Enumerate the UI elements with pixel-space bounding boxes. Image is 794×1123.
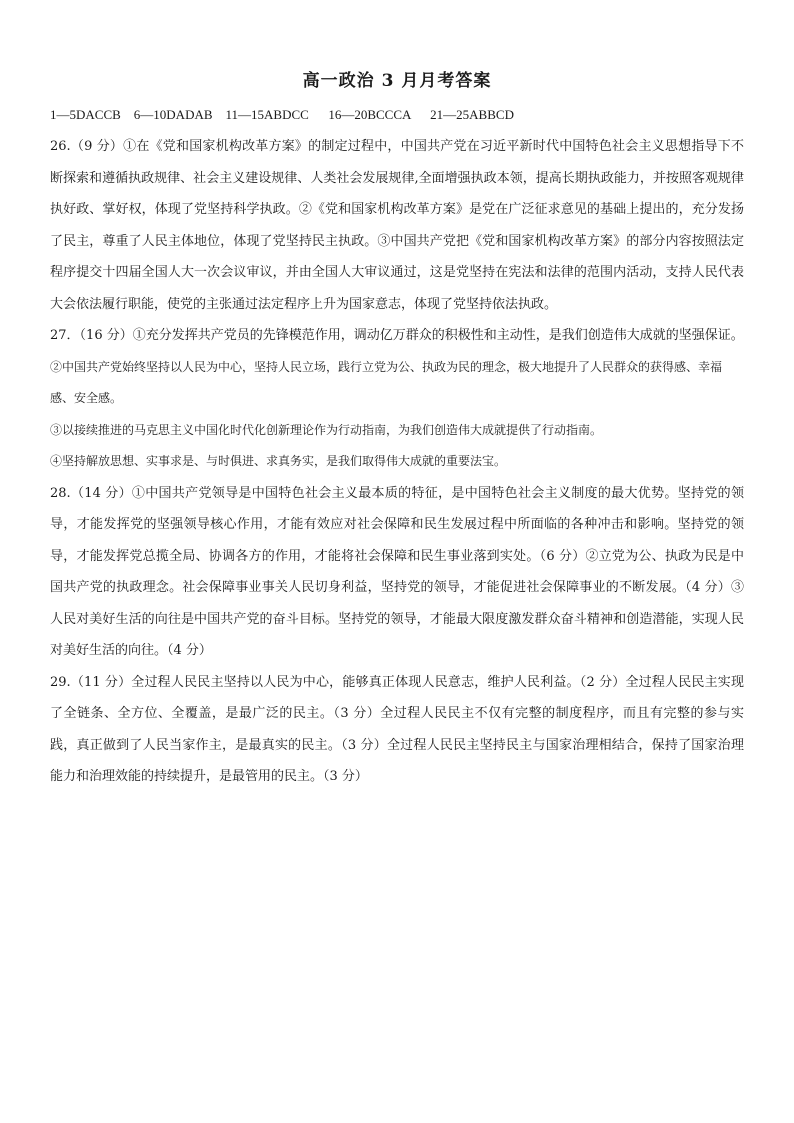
answer-q27-point2: ②中国共产党始终坚持以人民为中心，坚持人民立场，践行立党为公、执政为民的理念，极大地提升了人民群众的获得感、幸福感、安全感。 (50, 359, 723, 405)
answer-q27-point4: ④坚持解放思想、实事求是、与时俱进、求真务实，是我们取得伟大成就的重要法宝。 (50, 454, 507, 468)
answer-q29: 29.（11 分）全过程人民民主坚持以人民为中心，能够真正体现人民意志，维护人民利益。（2 分）全过程人民民主实现了全链条、全方位、全覆盖，是最广泛的民主。（3 分）全过程人民民主不仅有完整的制度程序，而且有完整的参与实践，真正做到了人民当家作主，是最真实的民主。（3 分）全过程人民民主坚持民主与国家治理相结合，保持了国家治理能力和治理效能的持续提升，是最管用的民主。（3 分） (50, 674, 744, 784)
multiple-choice-answers: 1—5DACCB 6—10DADAB 11—15ABDCC 16—20BCCCA 21—25ABBCD (50, 107, 514, 122)
answer-q26: 26.（9 分）①在《党和国家机构改革方案》的制定过程中，中国共产党在习近平新时代中国特色社会主义思想指导下不断探索和遵循执政规律、社会主义建设规律、人类社会发展规律,全面增强执政本领，提高长期执政能力，并按照客观规律执好政、掌好权，体现了党坚持科学执政。②《党和国家机构改革方案》是党在广泛征求意见的基础上提出的，充分发扬了民主，尊重了人民主体地位，体现了党坚持民主执政。③中国共产党把《党和国家机构改革方案》的部分内容按照法定程序提交十四届全国人大一次会议审议，并由全国人大审议通过，这是党坚持在宪法和法律的范围内活动，支持人民代表大会依法履行职能，使党的主张通过法定程序上升为国家意志，体现了党坚持依法执政。 (50, 139, 744, 312)
answer-q27-intro: 27．（16 分）①充分发挥共产党员的先锋模范作用，调动亿万群众的积极性和主动性，是我们创造伟大成就的坚强保证。 (50, 328, 744, 343)
answer-q27-point3: ③以接续推进的马克思主义中国化时代化创新理论作为行动指南，为我们创造伟大成就提供了行动指南。 (50, 422, 603, 437)
document-title: 高一政治 3 月月考答案 (302, 71, 492, 91)
answer-q28: 28.（14 分）①中国共产党领导是中国特色社会主义最本质的特征，是中国特色社会主义制度的最大优势。坚持党的领导，才能发挥党的坚强领导核心作用，才能有效应对社会保障和民生发展过程中所面临的各种冲击和影响。坚持党的领导，才能发挥党总揽全局、协调各方的作用，才能将社会保障和民生事业落到实处。（6 分）②立党为公、执政为民是中国共产党的执政理念。社会保障事业事关人民切身利益，坚持党的领导，才能促进社会保障事业的不断发展。（4 分）③人民对美好生活的向往是中国共产党的奋斗目标。坚持党的领导，才能最大限度激发群众奋斗精神和创造潜能，实现人民对美好生活的向往。（4 分） (50, 485, 744, 658)
